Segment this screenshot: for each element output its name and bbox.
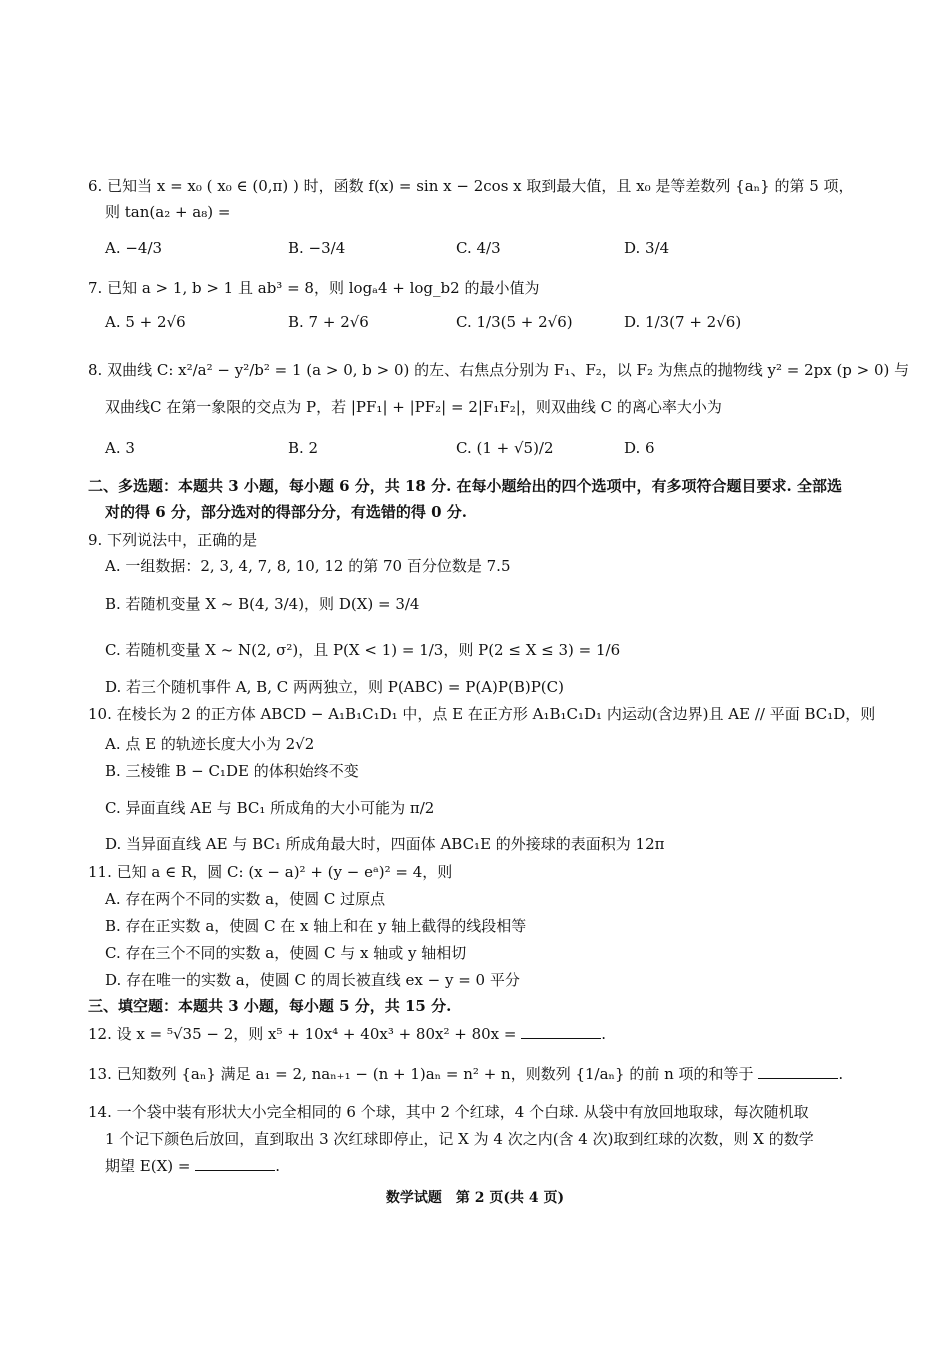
q13-answer-blank[interactable] bbox=[758, 1064, 838, 1079]
q13-stem: 13. 已知数列 {aₙ} 满足 a₁ = 2, naₙ₊₁ − (n + 1)aₙ = n² + n，则数列 {1/aₙ} 的前 n 项的和等于 bbox=[88, 1065, 754, 1083]
q10-option-a: A. 点 E 的轨迹长度大小为 2√2 bbox=[105, 735, 315, 753]
page-footer: 数学试题 第 2 页(共 4 页) bbox=[385, 1190, 565, 1206]
q9-stem: 9. 下列说法中，正确的是 bbox=[88, 531, 258, 549]
q12-answer-blank[interactable] bbox=[521, 1024, 601, 1039]
q11-stem: 11. 已知 a ∈ R，圆 C: (x − a)² + (y − eᵃ)² = 4，则 bbox=[88, 863, 453, 881]
q14-answer-blank[interactable] bbox=[195, 1156, 275, 1171]
q14-line3 bbox=[105, 1156, 280, 1176]
q11-option-d: D. 存在唯一的实数 a，使圆 C 的周长被直线 ex − y = 0 平分 bbox=[105, 971, 520, 989]
q7-stem: 7. 已知 a > 1, b > 1 且 ab³ = 8，则 logₐ4 + log_b2 的最小值为 bbox=[88, 279, 540, 297]
section2-header-line2: 对的得 6 分，部分选对的得部分分，有选错的得 0 分. bbox=[105, 503, 467, 521]
q8-stem-line2: 双曲线C 在第一象限的交点为 P，若 |PF₁| + |PF₂| = 2|F₁F₂|，则双曲线 C 的离心率大小为 bbox=[105, 398, 722, 416]
q12-line bbox=[88, 1024, 606, 1044]
q8-option-b: B. 2 bbox=[288, 439, 319, 457]
q12-stem: 12. 设 x = ⁵√35 − 2，则 x⁵ + 10x⁴ + 40x³ + 80x² + 80x = bbox=[88, 1025, 517, 1043]
q11-option-c: C. 存在三个不同的实数 a，使圆 C 与 x 轴或 y 轴相切 bbox=[105, 944, 467, 962]
q9-option-a: A. 一组数据：2, 3, 4, 7, 8, 10, 12 的第 70 百分位数是 7.5 bbox=[105, 557, 511, 575]
q6-stem-line1: 6. 已知当 x = x₀ ( x₀ ∈ (0,π) ) 时，函数 f(x) = sin x − 2cos x 取到最大值，且 x₀ 是等差数列 {aₙ} 的第 5 项， bbox=[88, 177, 854, 195]
q9-option-d: D. 若三个随机事件 A, B, C 两两独立，则 P(ABC) = P(A)P(B)P(C) bbox=[105, 678, 564, 696]
q10-option-d: D. 当异面直线 AE 与 BC₁ 所成角最大时，四面体 ABC₁E 的外接球的表面积为 12π bbox=[105, 835, 665, 853]
q8-option-a: A. 3 bbox=[105, 439, 135, 457]
section3-header: 三、填空题：本题共 3 小题，每小题 5 分，共 15 分. bbox=[88, 997, 452, 1015]
q8-option-c: C. (1 + √5)/2 bbox=[456, 439, 554, 457]
q8-stem-line1: 8. 双曲线 C: x²/a² − y²/b² = 1 (a > 0, b > 0) 的左、右焦点分别为 F₁、F₂，以 F₂ 为焦点的抛物线 y² = 2px (p > 0) 与 bbox=[88, 361, 910, 379]
q10-option-b: B. 三棱锥 B − C₁DE 的体积始终不变 bbox=[105, 762, 359, 780]
q9-option-c: C. 若随机变量 X ~ N(2, σ²)，且 P(X < 1) = 1/3，则 P(2 ≤ X ≤ 3) = 1/6 bbox=[105, 641, 621, 659]
q9-option-b: B. 若随机变量 X ~ B(4, 3/4)，则 D(X) = 3/4 bbox=[105, 595, 420, 613]
section2-header-line1: 二、多选题：本题共 3 小题，每小题 6 分，共 18 分. 在每小题给出的四个选项中，有多项符合题目要求. 全部选 bbox=[88, 477, 842, 495]
q7-option-d: D. 1/3(7 + 2√6) bbox=[624, 313, 742, 331]
q7-option-c: C. 1/3(5 + 2√6) bbox=[456, 313, 573, 331]
q7-option-b: B. 7 + 2√6 bbox=[288, 313, 369, 331]
q6-option-a: A. −4/3 bbox=[105, 239, 163, 257]
q6-option-d: D. 3/4 bbox=[624, 239, 670, 257]
q10-option-c: C. 异面直线 AE 与 BC₁ 所成角的大小可能为 π/2 bbox=[105, 799, 435, 817]
q10-stem: 10. 在棱长为 2 的正方体 ABCD − A₁B₁C₁D₁ 中，点 E 在正方形 A₁B₁C₁D₁ 内运动(含边界)且 AE // 平面 BC₁D，则 bbox=[88, 705, 876, 723]
q14-line2: 1 个记下颜色后放回，直到取出 3 次红球即停止，记 X 为 4 次之内(含 4 次)取到红球的次数，则 X 的数学 bbox=[105, 1130, 814, 1148]
q6-stem-line2: 则 tan(a₂ + a₈) = bbox=[105, 203, 231, 221]
q6-option-c: C. 4/3 bbox=[456, 239, 501, 257]
q13-line bbox=[88, 1064, 843, 1084]
q14-tail: . bbox=[275, 1157, 280, 1175]
q7-option-a: A. 5 + 2√6 bbox=[105, 313, 186, 331]
q8-option-d: D. 6 bbox=[624, 439, 655, 457]
q11-option-b: B. 存在正实数 a，使圆 C 在 x 轴上和在 y 轴上截得的线段相等 bbox=[105, 917, 527, 935]
q11-option-a: A. 存在两个不同的实数 a，使圆 C 过原点 bbox=[105, 890, 386, 908]
q12-tail: . bbox=[601, 1025, 607, 1043]
q14-line1: 14. 一个袋中装有形状大小完全相同的 6 个球，其中 2 个红球，4 个白球. 从袋中有放回地取球，每次随机取 bbox=[88, 1103, 809, 1121]
q14-stem-end: 期望 E(X) = bbox=[105, 1157, 191, 1175]
q13-tail: . bbox=[838, 1065, 844, 1083]
q6-option-b: B. −3/4 bbox=[288, 239, 346, 257]
